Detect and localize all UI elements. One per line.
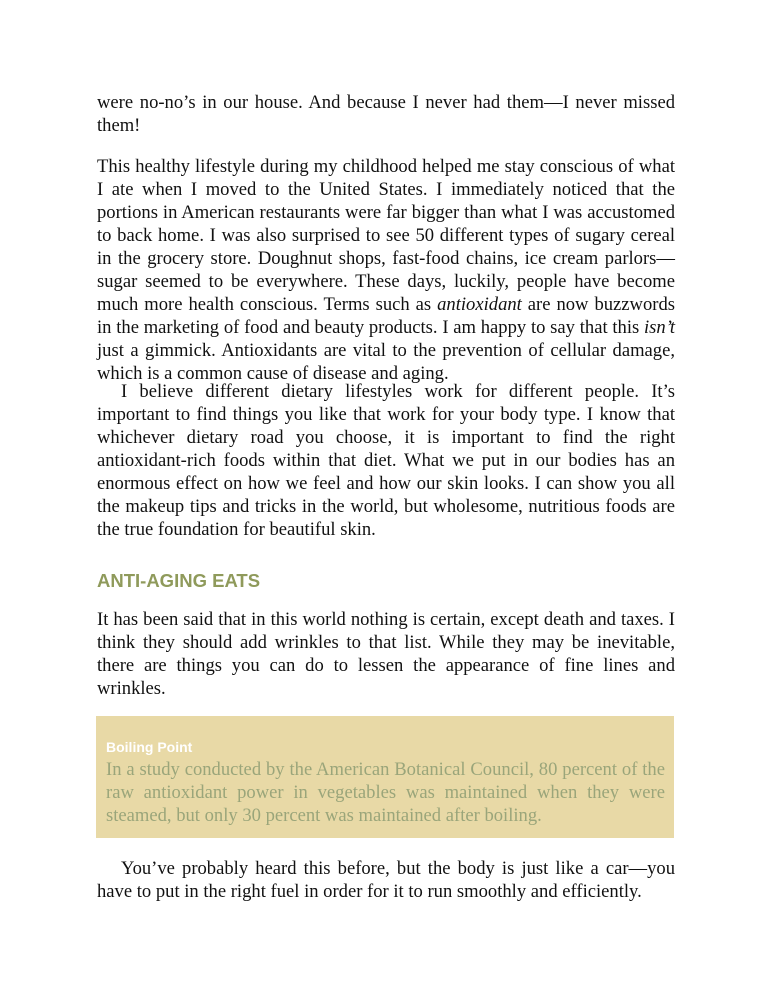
paragraph-text: are now buzzwords in the marketing of food and beauty products. I am happy to say that this <box>97 294 675 338</box>
paragraph-text: just a gimmick. Antioxidants are vital to the prevention of cellular damage, which is a common cause of disease and aging. <box>97 340 675 384</box>
paragraph-wrinkles <box>97 608 675 700</box>
paragraph-text: were no-no’s in our house. And because I never had them—I never missed them! <box>97 92 675 136</box>
section-heading: ANTI-AGING EATS <box>97 570 261 591</box>
paragraph-text: It has been said that in this world nothing is certain, except death and taxes. I think they should add wrinkles to that list. While they may be inevitable, there are things you can do to lessen the appearance of fine lines and wrinkles. <box>97 609 675 699</box>
paragraph-continuation <box>97 91 675 137</box>
sidebar-title: Boiling Point <box>106 739 193 755</box>
emphasis-antioxidant: antioxidant <box>437 294 522 315</box>
sidebar-body: In a study conducted by the American Botanical Council, 80 percent of the raw antioxidant power in vegetables was maintained when they were steamed, but only 30 percent was maintained after boiling. <box>106 759 665 826</box>
emphasis-isnt: isn’t <box>644 317 675 338</box>
boiling-point-sidebar <box>96 716 674 838</box>
paragraph-body-like-car <box>97 857 675 903</box>
paragraph-dietary-lifestyles <box>97 380 675 541</box>
paragraph-text: You’ve probably heard this before, but the body is just like a car—you have to put in the right fuel in order for it to run smoothly and efficiently. <box>97 858 675 902</box>
paragraph-text: I believe different dietary lifestyles work for different people. It’s important to find things you like that work for your body type. I know that whichever dietary road you choose, it is important to find the right antioxidant-rich foods within that diet. What we put in our bodies has an enormous effect on how we feel and how our skin looks. I can show you all the makeup tips and tricks in the world, but wholesome, nutritious foods are the true foundation for beautiful skin. <box>97 381 675 540</box>
paragraph-healthy-lifestyle <box>97 155 675 385</box>
paragraph-text: This healthy lifestyle during my childhood helped me stay conscious of what I ate when I moved to the United States. I immediately noticed that the portions in American restaurants were far bigger than what I was accustomed to back home. I was also surprised to see 50 different types of sugary cereal in the grocery store. Doughnut shops, fast-food chains, ice cream parlors—sugar seemed to be everywhere. These days, luckily, people have become much more health conscious. Terms such as <box>97 156 675 315</box>
